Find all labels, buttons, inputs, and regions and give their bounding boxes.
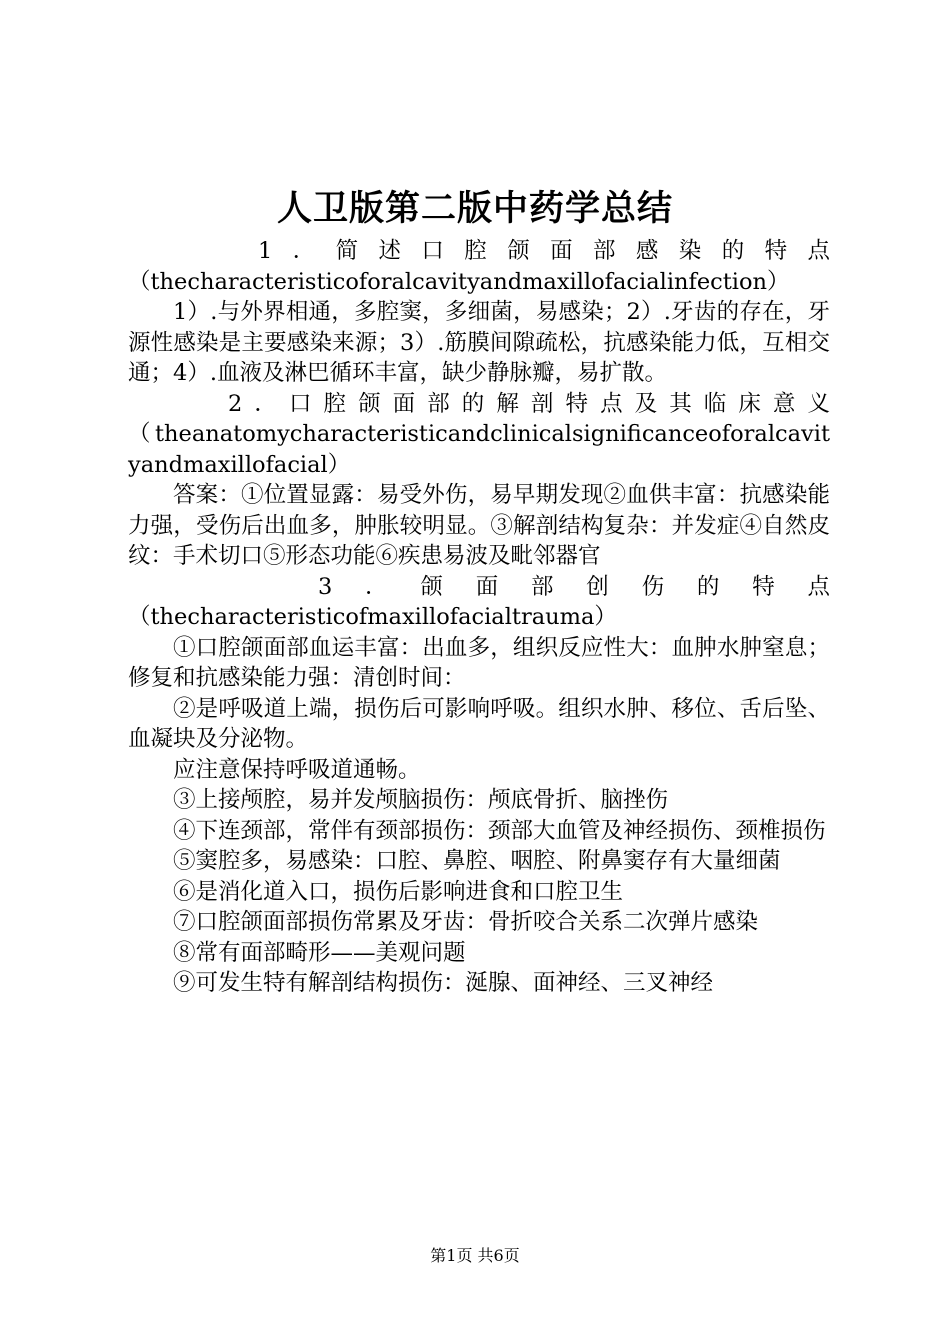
page-footer: 第1页 共6页: [430, 1246, 520, 1265]
section-3-heading: [128, 572, 830, 603]
section-3-item: ②是呼吸道上端，损伤后可影响呼吸。组织水肿、移位、舌后坠、血凝块及分泌物。: [128, 695, 830, 752]
section-3-item: 应注意保持呼吸道通畅。: [173, 756, 421, 783]
section-2-paragraph: 答案：①位置显露：易受外伤，易早期发现②血供丰富：抗感染能力强，受伤后出血多，肿胀较明显。③解剖结构复杂：并发症④自然皮纹：手术切口⑤形态功能⑥疾患易波及毗邻器官: [128, 482, 830, 569]
section-3-item: ⑨可发生特有解剖结构损伤：涎腺、面神经、三叉神经: [173, 970, 714, 996]
document-body: [128, 236, 830, 999]
section-2-heading: [128, 389, 830, 420]
section-1-paragraph: 1）.与外界相通，多腔窦，多细菌，易感染；2）.牙齿的存在，牙源性感染是主要感染来源；3）.筋膜间隙疏松，抗感染能力低，互相交通；4）.血液及淋巴循环丰富，缺少静脉瓣，易扩散。: [128, 299, 830, 386]
section-3-item: ⑧常有面部畸形——美观问题: [173, 939, 466, 966]
section-1-heading: [128, 236, 830, 267]
document-title: 人卫版第二版中药学总结: [276, 188, 673, 229]
section-3-item: ④下连颈部，常伴有颈部损伤：颈部大血管及神经损伤、颈椎损伤: [173, 817, 826, 844]
section-3-item: ③上接颅腔，易并发颅脑损伤：颅底骨折、脑挫伤: [173, 787, 669, 813]
section-3-item: ⑦口腔颌面部损伤常累及牙齿：骨折咬合关系二次弹片感染: [173, 909, 759, 935]
section-3-item: ①口腔颌面部血运丰富：出血多，组织反应性大：血肿水肿窒息；修复和抗感染能力强：清创时间：: [128, 634, 830, 691]
section-2-heading-en: （theanatomycharacteristicandclinicalsignificanceoforalcavityandmaxillofacial）: [128, 421, 830, 478]
section-3-heading-text: 3．颌面部创伤的特点: [318, 573, 830, 600]
section-2-heading-text: 2．口腔颌面部的解剖特点及其临床意义: [228, 390, 830, 417]
section-3-heading-en: （thecharacteristicofmaxillofacialtrauma）: [128, 604, 617, 630]
section-1-heading-text: 1．简述口腔颌面部感染的特点: [258, 238, 830, 264]
section-3-item: ⑤窦腔多，易感染：口腔、鼻腔、咽腔、附鼻窦存有大量细菌: [173, 848, 781, 874]
section-3-item: ⑥是消化道入口，损伤后影响进食和口腔卫生: [173, 878, 624, 905]
section-1-heading-en: （thecharacteristicoforalcavityandmaxillofacialinfection）: [128, 268, 790, 295]
